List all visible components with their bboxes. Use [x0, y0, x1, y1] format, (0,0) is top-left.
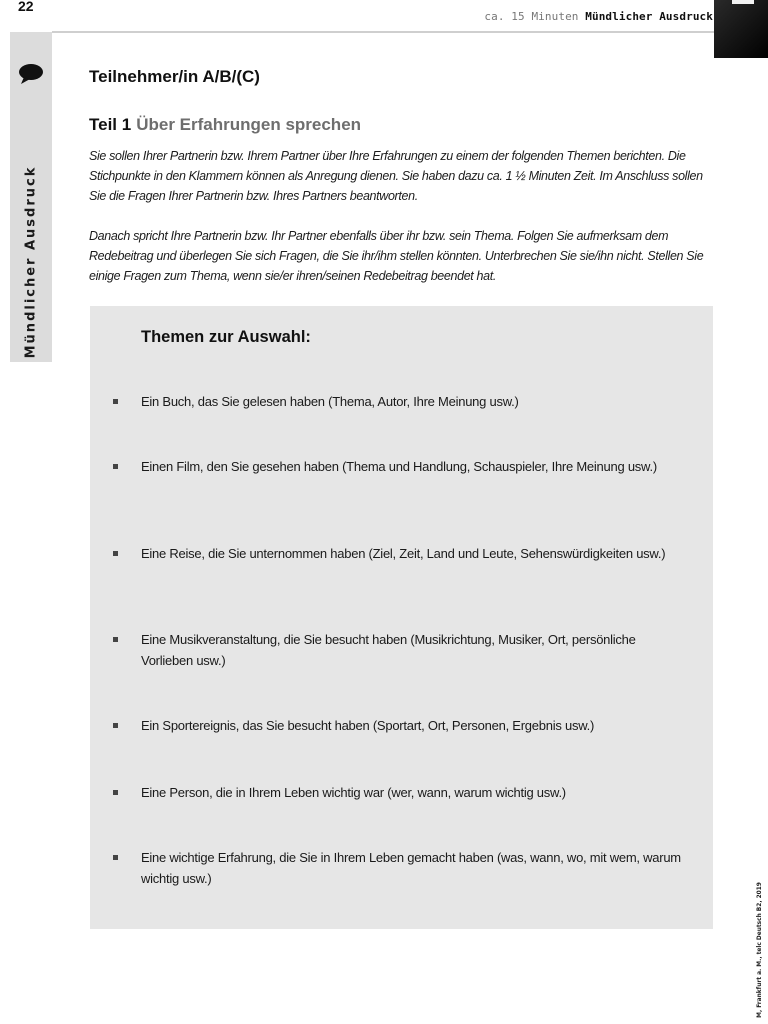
- topic-item: [90, 715, 683, 736]
- bullet-icon: [113, 637, 118, 642]
- topic-text: Einen Film, den Sie gesehen haben (Thema und Handlung, Schauspieler, Ihre Meinung usw.): [141, 459, 657, 474]
- instructions: [89, 146, 719, 306]
- side-tab: [10, 32, 52, 362]
- running-head-title: Mündlicher Ausdruck: [585, 10, 713, 23]
- topic-item: [90, 543, 683, 564]
- topic-text: Eine wichtige Erfahrung, die Sie in Ihrem Leben gemacht haben (was, wann, wo, mit wem, warum wichtig usw.): [141, 850, 681, 886]
- instruction-paragraph: Sie sollen Ihrer Partnerin bzw. Ihrem Partner über Ihre Erfahrungen zu einem der folgenden Themen berichten. Die Stichpunkte in den Klammern können als Anregung dienen. Sie haben dazu ca. 1 ½ Minuten Zeit. Im Anschluss sollen Sie die Fragen Ihrer Partnerin bzw. Ihres Partners beantworten.: [89, 149, 703, 203]
- topic-text: Ein Buch, das Sie gelesen haben (Thema, Autor, Ihre Meinung usw.): [141, 394, 519, 409]
- bullet-icon: [113, 551, 118, 556]
- topic-item: [90, 847, 683, 889]
- side-tab-label: Mündlicher Ausdruck: [23, 165, 39, 359]
- topics-box: [90, 306, 713, 929]
- bullet-icon: [113, 464, 118, 469]
- topic-item: [90, 629, 683, 671]
- section-number: Teil 1: [89, 115, 132, 134]
- topic-item: [90, 456, 683, 477]
- copyright-text: M, Frankfurt a. M., telc Deutsch B2, 2019: [755, 882, 763, 1018]
- bullet-icon: [113, 399, 118, 404]
- instruction-paragraph: Danach spricht Ihre Partnerin bzw. Ihr Partner ebenfalls über ihr bzw. sein Thema. Folgen Sie aufmerksam dem Redebeitrag und überlegen Sie sich Fragen, die Sie ihr/ihm stellen könnten. Unterbrechen Sie sie/ihn nicht. Stellen Sie einige Fragen zum Thema, wenn sie/er ihren/seinen Redebeitrag beendet hat.: [89, 229, 704, 283]
- topic-text: Eine Musikveranstaltung, die Sie besucht haben (Musikrichtung, Musiker, Ort, persönliche Vorlieben usw.): [141, 632, 636, 668]
- topic-item: [90, 782, 683, 803]
- bullet-icon: [113, 790, 118, 795]
- topic-item: [90, 391, 683, 412]
- running-head: [484, 10, 713, 23]
- section-title: Über Erfahrungen sprechen: [136, 115, 362, 134]
- header-rule: [52, 31, 716, 33]
- topic-text: Eine Person, die in Ihrem Leben wichtig war (wer, wann, warum wichtig usw.): [141, 785, 566, 800]
- page-number: 22: [18, 0, 34, 14]
- topic-text: Ein Sportereignis, das Sie besucht haben (Sportart, Ort, Personen, Ergebnis usw.): [141, 718, 595, 733]
- bullet-icon: [113, 855, 118, 860]
- copyright-line: [754, 876, 764, 1024]
- speech-bubble-icon: [16, 62, 46, 86]
- running-head-time: ca. 15 Minuten: [484, 10, 579, 23]
- section-heading: [89, 115, 361, 135]
- bullet-icon: [113, 723, 118, 728]
- topics-title: Themen zur Auswahl:: [141, 328, 311, 346]
- topic-text: Eine Reise, die Sie unternommen haben (Ziel, Zeit, Land und Leute, Sehenswürdigkeiten usw.): [141, 546, 666, 561]
- corner-tab: [714, 0, 768, 58]
- participant-label: Teilnehmer/in A/B/(C): [89, 67, 260, 86]
